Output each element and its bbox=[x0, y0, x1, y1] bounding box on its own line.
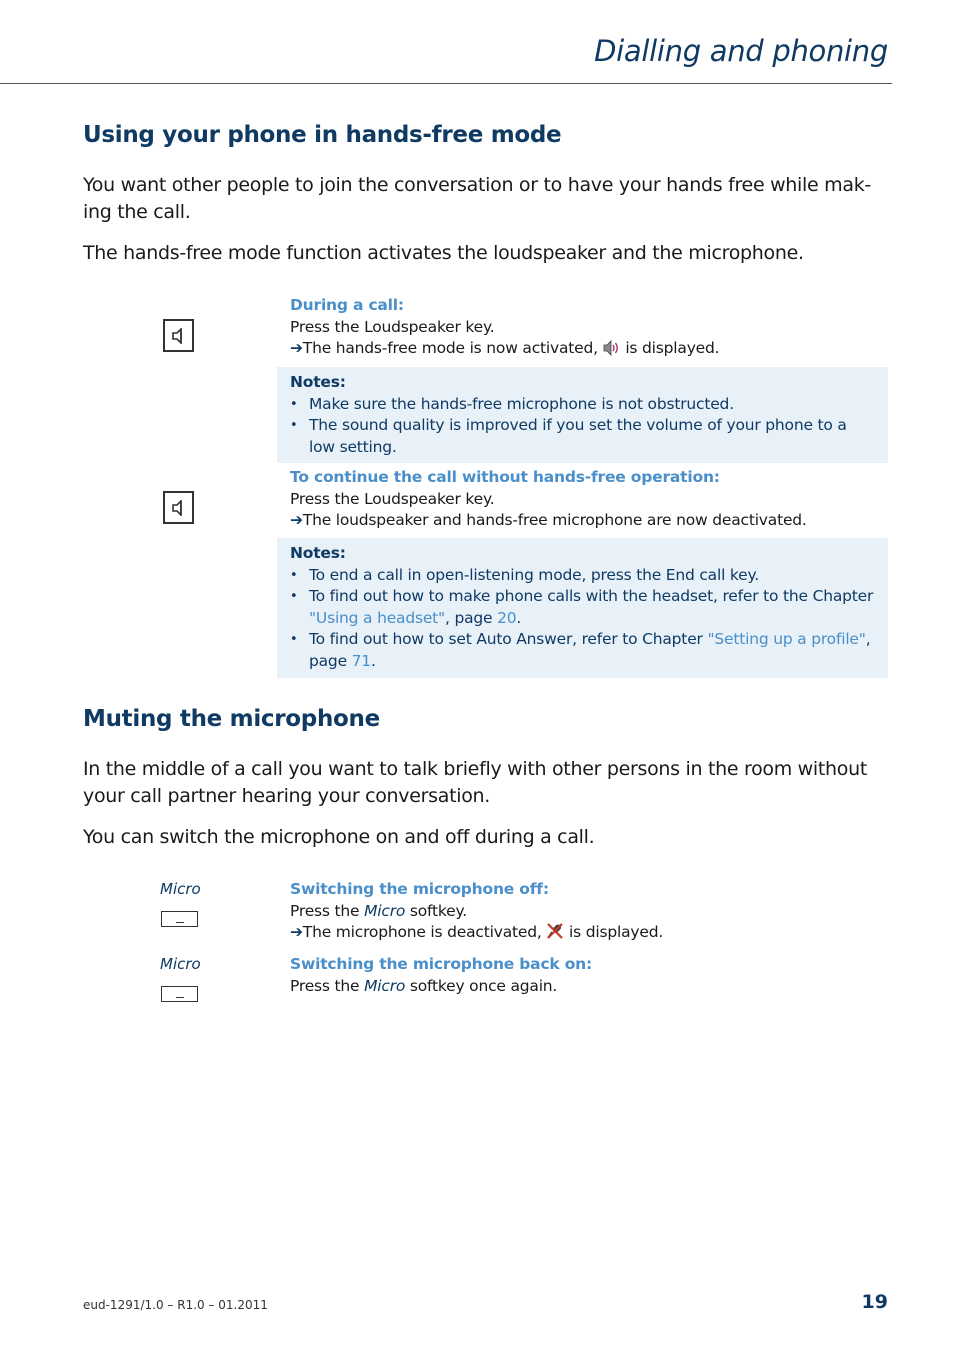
note-text: , page bbox=[309, 630, 871, 670]
instruction-text-end: softkey once again. bbox=[405, 976, 558, 995]
instruction-text-end: softkey. bbox=[405, 901, 467, 920]
speaker-active-icon bbox=[603, 340, 621, 363]
header-divider bbox=[0, 83, 892, 84]
mute-intro-line-2: your call partner hearing your conversation. bbox=[83, 785, 490, 807]
list-item: • The sound quality is improved if you set the volume of your phone to a low setting. bbox=[290, 415, 874, 458]
notes-title: Notes: bbox=[290, 373, 346, 391]
result-text-end: is displayed. bbox=[564, 923, 664, 941]
result-text: The hands-free mode is now activated, bbox=[302, 339, 603, 357]
note-text: . bbox=[516, 608, 522, 627]
notes-box bbox=[277, 538, 888, 678]
step-instruction bbox=[290, 976, 888, 998]
section-title-hands-free: Using your phone in hands-free mode bbox=[83, 122, 562, 148]
page-number: 19 bbox=[861, 1291, 888, 1313]
mic-muted-icon bbox=[546, 922, 564, 947]
chapter-title: Dialling and phoning bbox=[594, 34, 888, 68]
intro-line-1: You want other people to join the conversation or to have your hands free while mak- bbox=[83, 174, 871, 196]
softkey-label-micro: Micro bbox=[160, 880, 201, 898]
headset-chapter-link[interactable]: "Using a headset" bbox=[309, 608, 445, 627]
softkey-label-micro: Micro bbox=[160, 955, 201, 973]
note-text: . bbox=[370, 651, 376, 670]
loudspeaker-key-icon bbox=[163, 491, 194, 524]
list-item: • To end a call in open-listening mode, press the End call key. bbox=[290, 565, 874, 587]
notes-title: Notes: bbox=[290, 544, 346, 562]
function-paragraph: The hands-free mode function activates the loudspeaker and the microphone. bbox=[83, 242, 804, 264]
step-instruction bbox=[290, 901, 888, 923]
result-text: The microphone is deactivated, bbox=[302, 923, 547, 941]
section-title-mute: Muting the microphone bbox=[83, 706, 380, 732]
micro-softkey[interactable] bbox=[161, 986, 198, 1002]
softkey-name: Micro bbox=[364, 976, 406, 995]
step-heading: Switching the microphone off: bbox=[290, 880, 549, 898]
list-item bbox=[290, 586, 874, 629]
notes-list bbox=[290, 565, 874, 673]
loudspeaker-key-icon bbox=[163, 319, 194, 352]
mute-switch-paragraph: You can switch the microphone on and off during a call. bbox=[83, 826, 595, 848]
page-link-71[interactable]: 71 bbox=[351, 651, 371, 670]
instruction-text: Press the bbox=[290, 901, 365, 920]
notes-list bbox=[290, 394, 874, 459]
arrow-icon: ➔ bbox=[290, 339, 303, 357]
step-mic-off bbox=[290, 879, 888, 947]
intro-paragraph bbox=[83, 172, 893, 226]
arrow-icon: ➔ bbox=[290, 923, 303, 941]
step-result bbox=[290, 510, 888, 532]
note-text: To find out how to make phone calls with the headset, refer to the Chapter bbox=[309, 587, 874, 605]
micro-softkey[interactable] bbox=[161, 911, 198, 927]
step-instruction: Press the Loudspeaker key. bbox=[290, 317, 495, 336]
result-text: The loudspeaker and hands-free microphone are now deactivated. bbox=[302, 511, 807, 529]
step-result bbox=[290, 338, 888, 363]
mute-intro-line-1: In the middle of a call you want to talk briefly with other persons in the room without bbox=[83, 758, 867, 780]
page-link-20[interactable]: 20 bbox=[497, 608, 517, 627]
step-heading: Switching the microphone back on: bbox=[290, 955, 593, 973]
result-text-end: is displayed. bbox=[620, 339, 720, 357]
mute-intro-paragraph bbox=[83, 756, 893, 810]
list-item bbox=[290, 629, 874, 672]
intro-line-2: ing the call. bbox=[83, 201, 191, 223]
note-text: , page bbox=[445, 608, 498, 627]
step-heading: During a call: bbox=[290, 296, 404, 314]
note-text: To find out how to set Auto Answer, refer to Chapter bbox=[309, 630, 708, 648]
step-result bbox=[290, 922, 888, 947]
notes-box bbox=[277, 367, 888, 463]
step-mic-on bbox=[290, 954, 888, 997]
document-id: eud-1291/1.0 – R1.0 – 01.2011 bbox=[83, 1298, 268, 1312]
step-disable-hands-free bbox=[290, 467, 888, 532]
instruction-text: Press the bbox=[290, 976, 365, 995]
softkey-name: Micro bbox=[364, 901, 406, 920]
step-instruction: Press the Loudspeaker key. bbox=[290, 489, 495, 508]
step-during-call bbox=[290, 295, 888, 363]
profile-chapter-link[interactable]: "Setting up a profile" bbox=[707, 630, 866, 648]
list-item: • Make sure the hands-free microphone is not obstructed. bbox=[290, 394, 874, 416]
step-heading: To continue the call without hands-free operation: bbox=[290, 468, 720, 486]
arrow-icon: ➔ bbox=[290, 511, 303, 529]
